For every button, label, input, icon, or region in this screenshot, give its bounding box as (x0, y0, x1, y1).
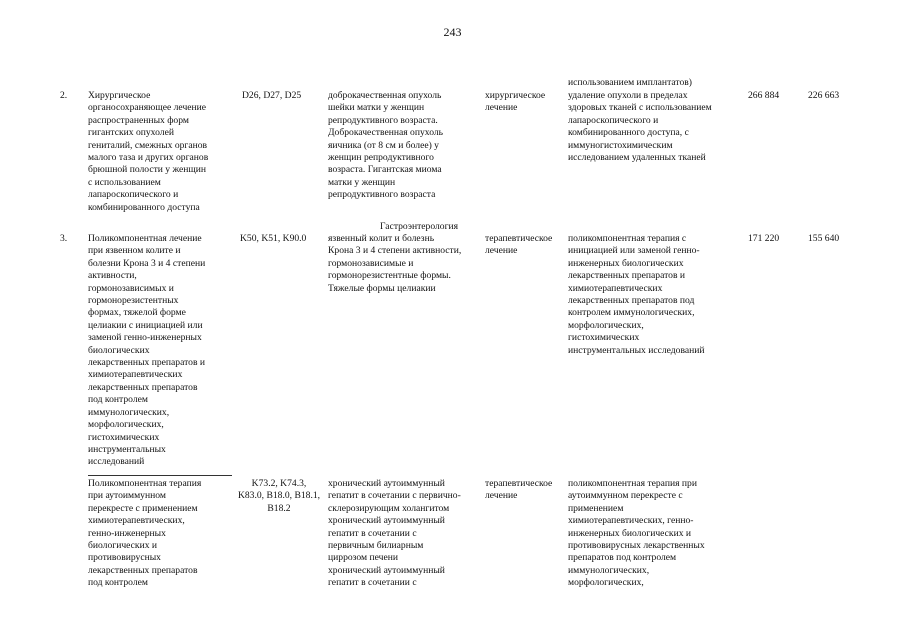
row-divider (88, 475, 232, 476)
row-3b-codes: K73.2, K74.3, K83.0, B18.0, B18.1, B18.2 (237, 478, 321, 514)
row-3-codes: K50, K51, K90.0 (240, 233, 307, 244)
row-3-cost-1: 171 220 (748, 233, 780, 244)
row-3b-patient-model: хронический аутоиммунный гепатит в сочетании с первично- склерозирующим холангитом хронический аутоиммунный гепатит в сочетании с первичным билиарным циррозом печени хронический аутоиммунный гепатит в сочетании с (328, 478, 461, 589)
carryover-method-text: использованием имплантатов) (568, 77, 692, 88)
row-3-number: 3. (60, 233, 68, 244)
page-number: 243 (443, 25, 462, 39)
row-2-codes: D26, D27, D25 (242, 90, 302, 101)
row-3-cost-2: 155 640 (808, 233, 840, 244)
row-3b-method: поликомпонентная терапия при аутоиммунном перекресте с применением химиотерапевтических, генно- инженерных биологических и противовирусных лекарственных препаратов под контролем иммунологических, морфологических, (568, 478, 705, 589)
row-2-cost-1: 266 884 (748, 90, 780, 101)
row-3-treatment-type: терапевтическое лечение (485, 233, 553, 257)
row-3-name: Поликомпонентная лечение при язвенном колите и болезни Крона 3 и 4 степени активности, гормонозависимых и гормонорезистентных формах, тяжелой форме целиакии с инициацией или заменой генно-инженерных биологических лекарственных препаратов и химиотерапевтических лекарственных препаратов под контролем иммунологических, морфологических, гистохимических инструментальных исследований (88, 233, 206, 468)
row-2-treatment-type: хирургическое лечение (485, 90, 546, 114)
section-heading: Гастроэнтерология (380, 221, 459, 232)
row-3b-name: Поликомпонентная терапия при аутоиммунном перекресте с применением химиотерапевтических, генно-инженерных биологических и противовирусных лекарственных препаратов под контролем (88, 478, 202, 589)
row-2-patient-model: доброкачественная опухоль шейки матки у женщин репродуктивного возраста. Доброкачественная опухоль яичника (от 8 см и более) у женщин репродуктивного возраста. Гигантская миома матки у женщин репродуктивного возраста (328, 90, 444, 201)
row-3-method: поликомпонентная терапия с инициацией или заменой генно- инженерных биологических лекарственных препаратов и химиотерапевтических лекарственных препаратов под контролем иммунологических, морфологических, гистохимических инструментальных исследований (568, 233, 705, 356)
row-2-name: Хирургическое органосохраняющее лечение распространенных форм гигантских опухолей гениталий, смежных органов малого таза и других органов брюшной полости у женщин с использованием лапароскопического и комбинированного доступа (88, 90, 209, 213)
row-2-method: удаление опухоли в пределах здоровых тканей с использованием лапароскопического и комбинированного доступа, с иммуногистохимическим исследованием удаленных тканей (568, 90, 712, 164)
row-3-patient-model: язвенный колит и болезнь Крона 3 и 4 степени активности, гормонозависимые и гормонорезистентные формы. Тяжелые формы целиакии (328, 233, 462, 294)
row-2-number: 2. (60, 90, 68, 101)
row-3b-treatment-type: терапевтическое лечение (485, 478, 553, 502)
row-2-cost-2: 226 663 (808, 90, 840, 101)
